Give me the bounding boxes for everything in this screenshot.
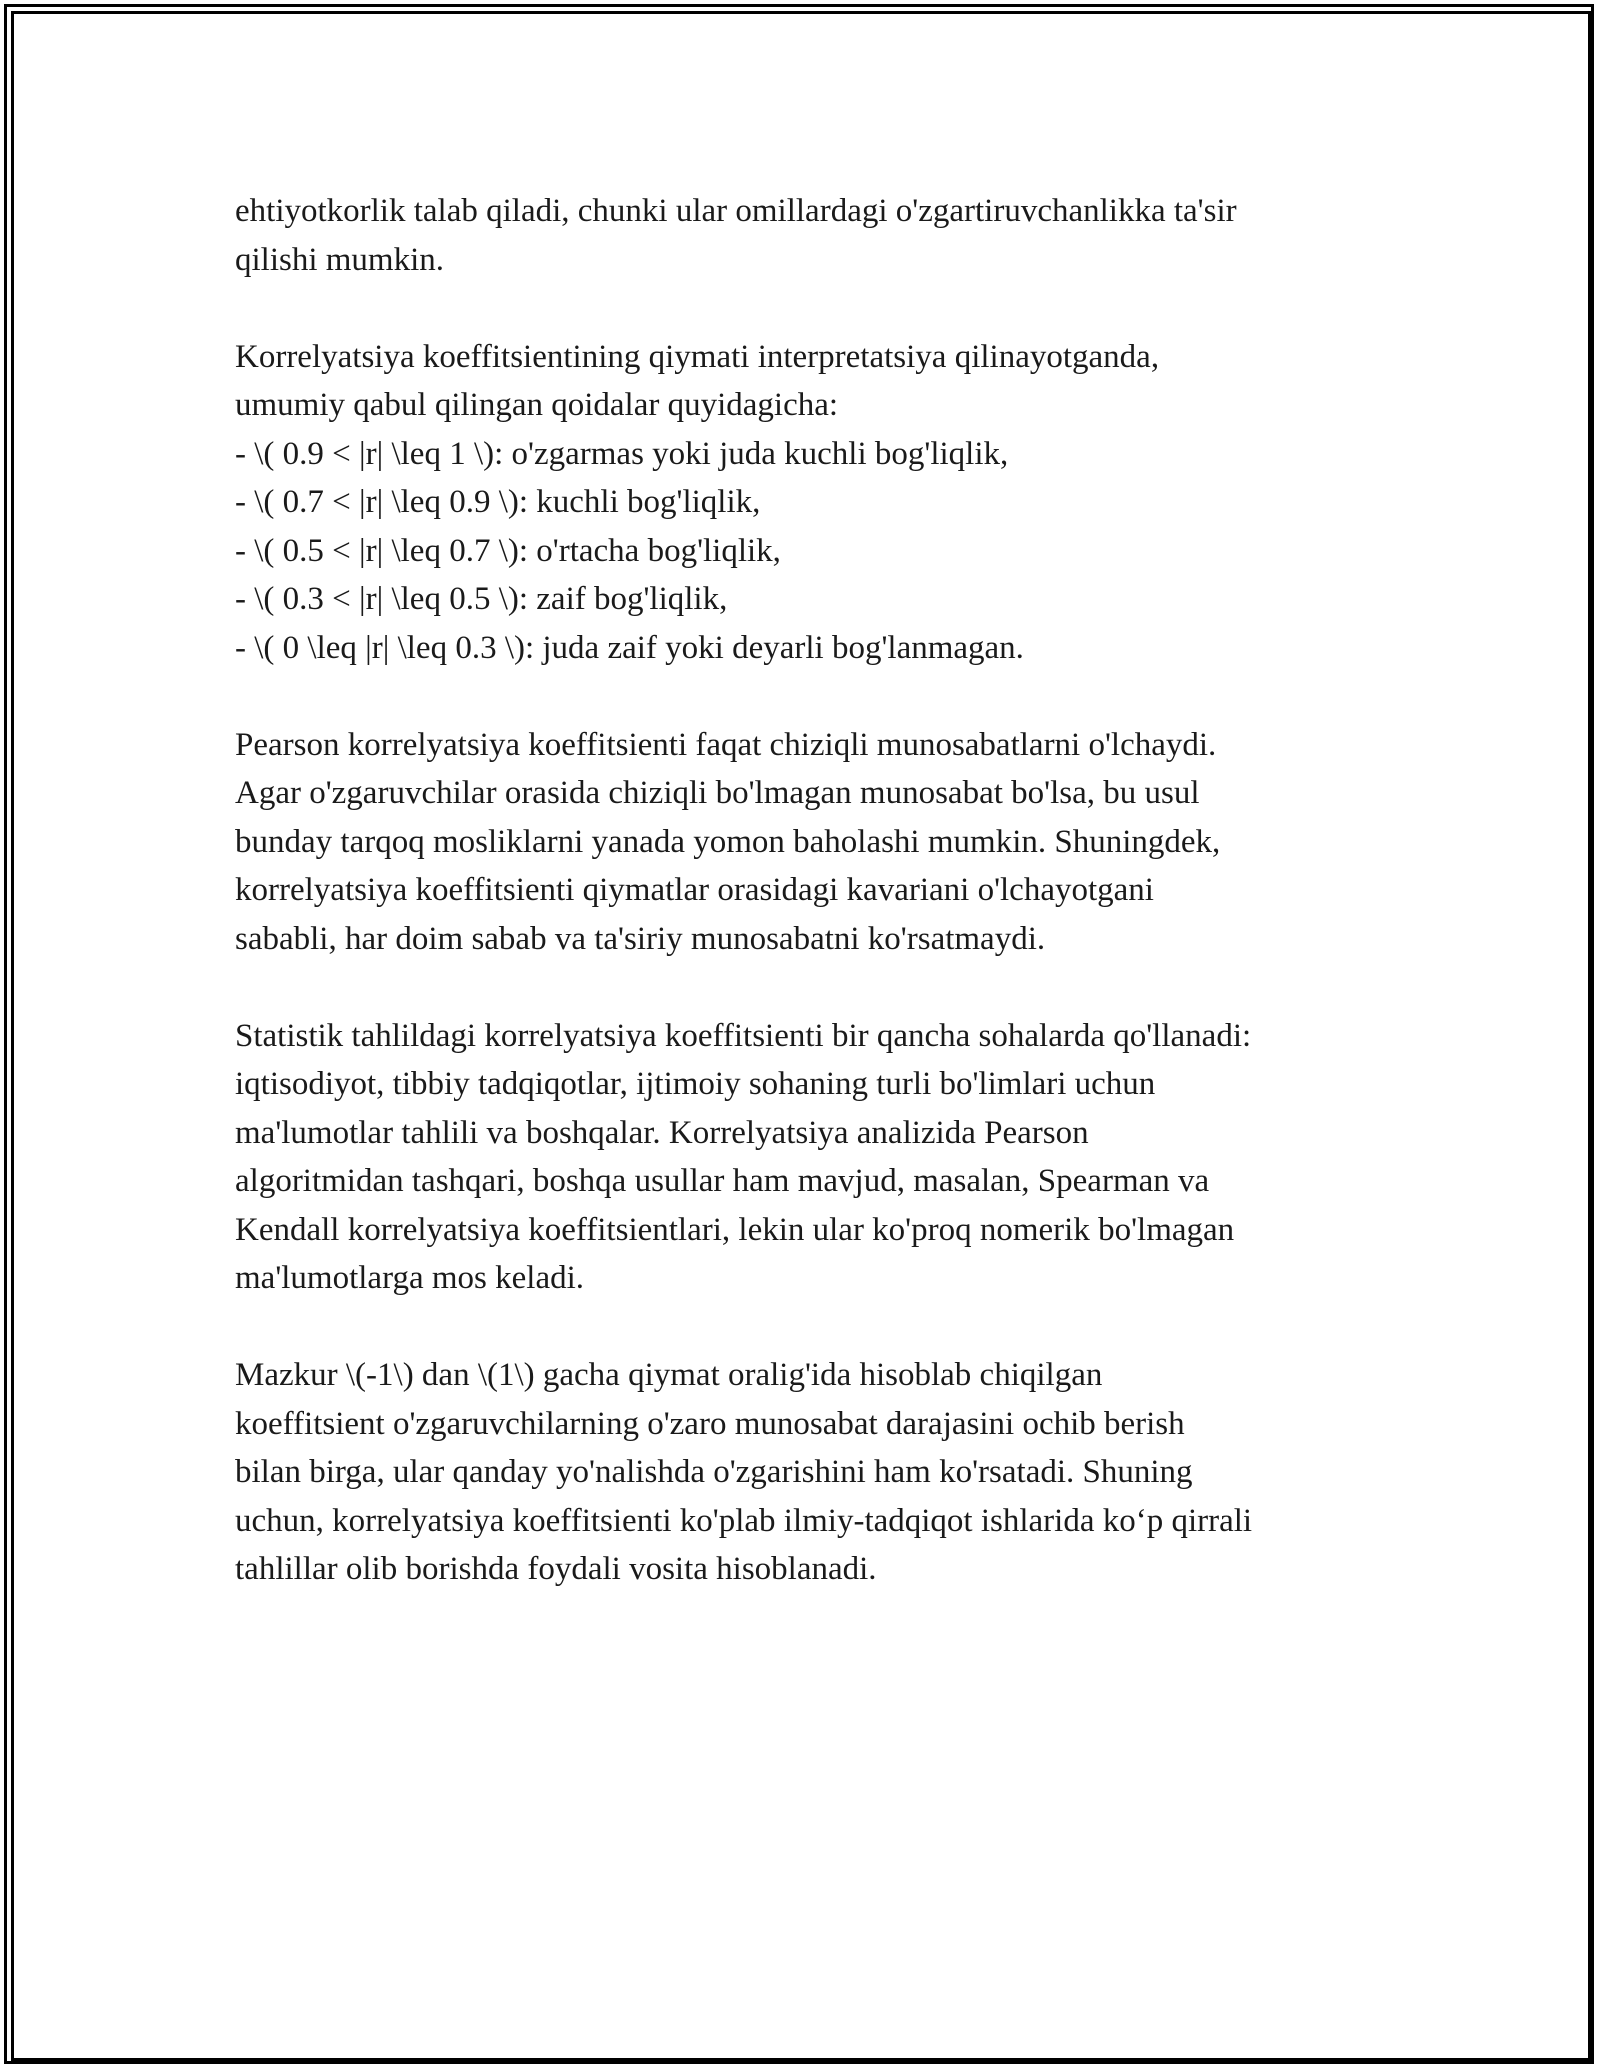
text-line: ehtiyotkorlik talab qiladi, chunki ular omillardagi o'zgartiruvchanlikka ta'sir bbox=[235, 193, 1237, 229]
text-line: bunday tarqoq mosliklarni yanada yomon baholashi mumkin. Shuningdek, bbox=[235, 823, 1221, 860]
document-body bbox=[235, 187, 1385, 1642]
text-line: bilan birga, ular qanday yo'nalishda o'zgarishini ham ko'rsatadi. Shuning bbox=[235, 1454, 1193, 1490]
list-item: - \( 0.7 < |r| \leq 0.9 \): kuchli bog'liqlik, bbox=[235, 484, 761, 520]
text-line: Statistik tahlildagi korrelyatsiya koeffitsienti bir qancha sohalarda qo'llanadi: bbox=[235, 1017, 1252, 1054]
text-line: korrelyatsiya koeffitsienti qiymatlar orasidagi kavariani o'lchayotgani bbox=[235, 872, 1154, 908]
list-item: - \( 0.9 < |r| \leq 1 \): o'zgarmas yoki juda kuchli bog'liqlik, bbox=[235, 435, 1009, 472]
text-line: Pearson korrelyatsiya koeffitsienti faqat chiziqli munosabatlarni o'lchaydi. bbox=[235, 726, 1217, 763]
text-line: Korrelyatsiya koeffitsientining qiymati interpretatsiya qilinayotganda, bbox=[235, 338, 1160, 375]
list-item: - \( 0.3 < |r| \leq 0.5 \): zaif bog'liqlik, bbox=[235, 581, 728, 617]
text-line: Agar o'zgaruvchilar orasida chiziqli bo'lmagan munosabat bo'lsa, bu usul bbox=[235, 775, 1200, 811]
text-line: sababli, har doim sabab va ta'siriy munosabatni ko'rsatmaydi. bbox=[235, 920, 1046, 957]
list-item: - \( 0 \leq |r| \leq 0.3 \): juda zaif yoki deyarli bog'lanmagan. bbox=[235, 629, 1024, 666]
text-line: iqtisodiyot, tibbiy tadqiqotlar, ijtimoiy sohaning turli bo'limlari uchun bbox=[235, 1066, 1156, 1102]
text-line: tahlillar olib borishda foydali vosita hisoblanadi. bbox=[235, 1551, 877, 1587]
paragraph-5 bbox=[235, 1351, 1385, 1594]
text-line: uchun, korrelyatsiya koeffitsienti ko'plab ilmiy-tadqiqot ishlarida ko‘p qirrali bbox=[235, 1502, 1253, 1539]
text-line: qilishi mumkin. bbox=[235, 241, 445, 278]
text-line: ma'lumotlarga mos keladi. bbox=[235, 1260, 585, 1296]
text-line: Mazkur \(-1\) dan \(1\) gacha qiymat oralig'ida hisoblab chiqilgan bbox=[235, 1357, 1103, 1393]
text-line: koeffitsient o'zgaruvchilarning o'zaro munosabat darajasini ochib berish bbox=[235, 1405, 1185, 1442]
paragraph-2 bbox=[235, 333, 1385, 673]
text-line: Kendall korrelyatsiya koeffitsientlari, lekin ular ko'proq nomerik bo'lmagan bbox=[235, 1211, 1235, 1248]
paragraph-3 bbox=[235, 721, 1385, 964]
text-line: ma'lumotlar tahlili va boshqalar. Korrelyatsiya analizida Pearson bbox=[235, 1114, 1089, 1151]
paragraph-1 bbox=[235, 187, 1385, 284]
text-line: algoritmidan tashqari, boshqa usullar ham mavjud, masalan, Spearman va bbox=[235, 1163, 1210, 1199]
list-item: - \( 0.5 < |r| \leq 0.7 \): o'rtacha bog'liqlik, bbox=[235, 532, 781, 569]
paragraph-4 bbox=[235, 1012, 1385, 1303]
text-line: umumiy qabul qilingan qoidalar quyidagicha: bbox=[235, 387, 839, 423]
